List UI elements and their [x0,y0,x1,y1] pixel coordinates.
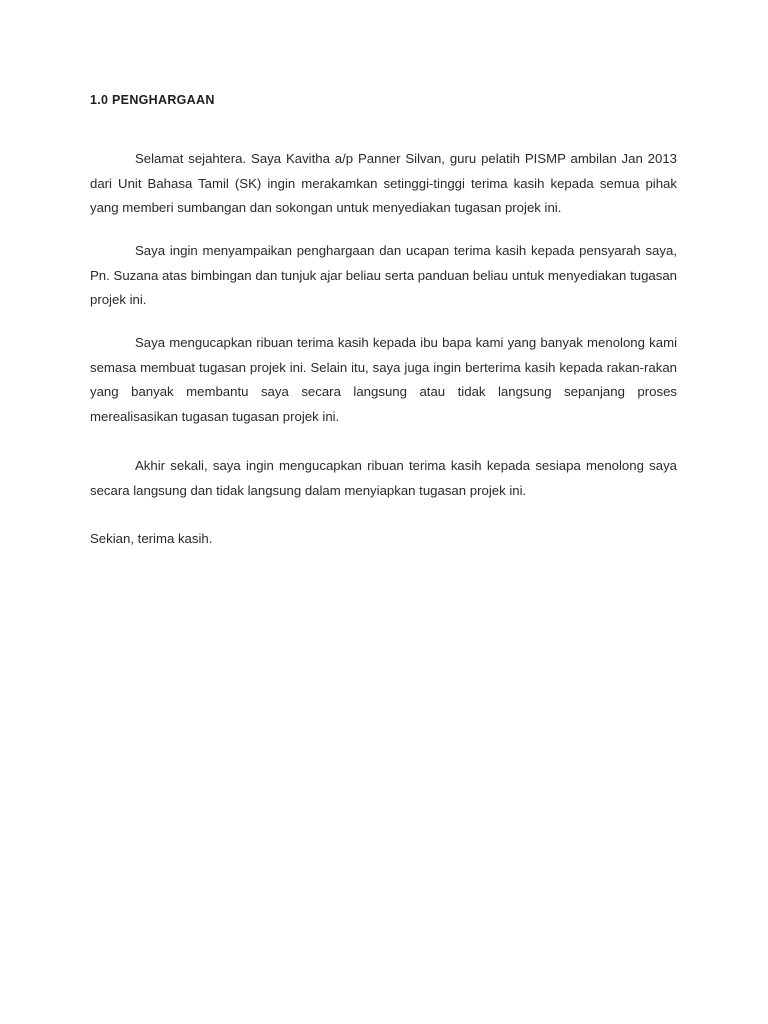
paragraph-family-friends-thanks: Saya mengucapkan ribuan terima kasih kepada ibu bapa kami yang banyak menolong kami semasa membuat tugasan projek ini. Selain itu, saya juga ingin berterima kasih kepada rakan-rakan yang banyak membantu saya secara langsung atau tidak langsung sepanjang proses merealisasikan tugasan tugasan projek ini. [90,335,677,424]
paragraph-final-thanks: Akhir sekali, saya ingin mengucapkan ribuan terima kasih kepada sesiapa menolong saya secara langsung dan tidak langsung dalam menyiapkan tugasan projek ini. [90,458,677,498]
paragraph-lecturer-thanks: Saya ingin menyampaikan penghargaan dan ucapan terima kasih kepada pensyarah saya, Pn. Suzana atas bimbingan dan tunjuk ajar beliau serta panduan beliau untuk menyediakan tugasan projek ini. [90,243,677,307]
paragraph-greeting: Selamat sejahtera. Saya Kavitha a/p Panner Silvan, guru pelatih PISMP ambilan Jan 2013 dari Unit Bahasa Tamil (SK) ingin merakamkan setinggi-tinggi terima kasih kepada semua pihak yang memberi sumbangan dan sokongan untuk menyediakan tugasan projek ini. [90,151,677,215]
section-heading: 1.0 PENGHARGAAN [90,93,215,107]
closing-line: Sekian, terima kasih. [90,531,213,546]
